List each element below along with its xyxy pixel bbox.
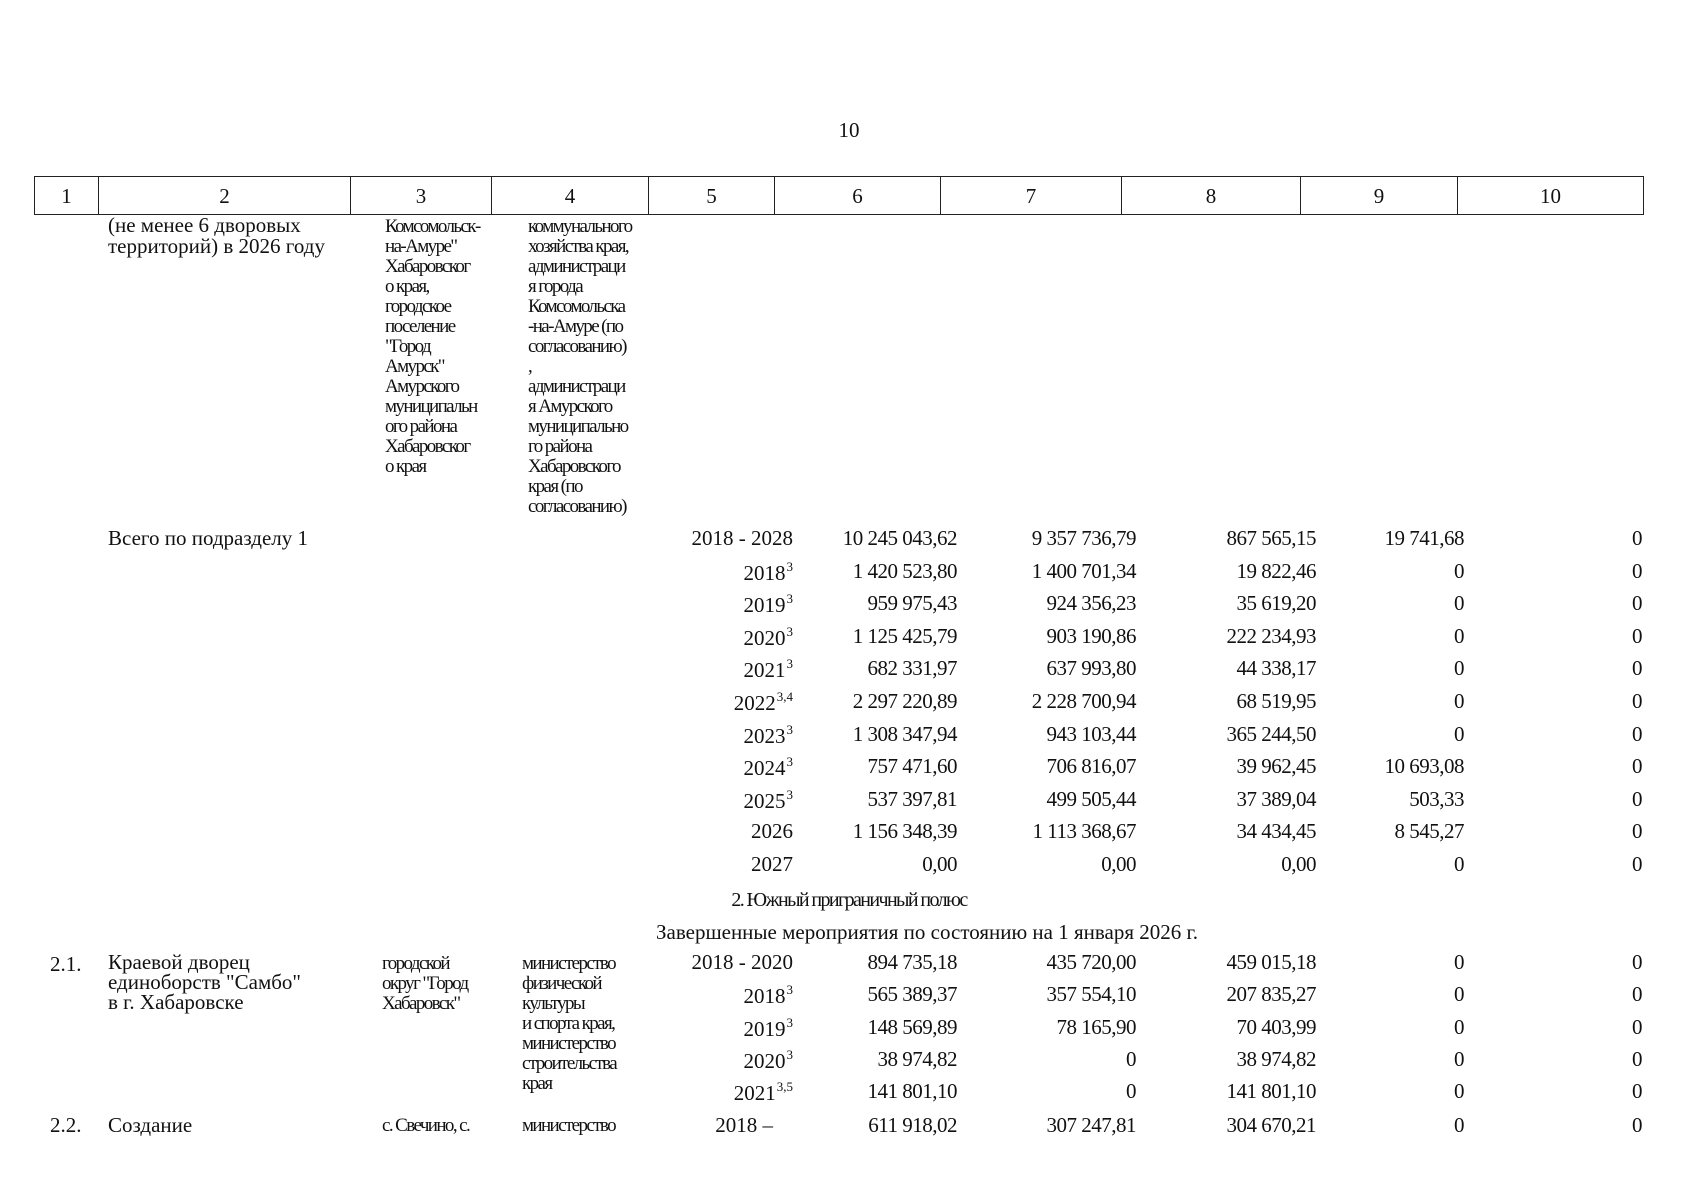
value-cell-c6 xyxy=(868,591,958,616)
value-cell-c7-text: 357 554,10 xyxy=(1046,982,1136,1007)
value-cell-c6 xyxy=(868,787,958,812)
header-col-9: 9 xyxy=(1301,177,1458,214)
value-cell-c6 xyxy=(853,624,957,649)
footnote-mark: 3 xyxy=(786,623,793,639)
page-number: 10 xyxy=(838,118,860,142)
footnote-mark: 3 xyxy=(786,591,793,607)
value-cell-c10 xyxy=(1632,982,1642,1007)
value-cell-c7 xyxy=(1047,591,1137,616)
value-cell-c9 xyxy=(1454,852,1464,877)
footnote-mark: 3 xyxy=(786,656,793,672)
year-cell xyxy=(744,787,794,814)
item-2-1-number: 2.1. xyxy=(50,952,82,976)
value-cell-c7-text: 307 247,81 xyxy=(1046,1113,1136,1137)
value-cell-c8-text: 70 403,99 xyxy=(1236,1014,1316,1039)
value-cell-c7 xyxy=(1057,1015,1137,1040)
value-cell-c7 xyxy=(1047,754,1137,779)
value-cell-c9-text: 0 xyxy=(1454,852,1464,876)
value-cell-c7 xyxy=(1047,656,1137,681)
year-cell xyxy=(744,591,794,618)
value-cell-c9 xyxy=(1454,1015,1464,1040)
value-cell-c6-text: 141 801,10 xyxy=(867,1079,957,1104)
value-cell-c6-text: 148 569,89 xyxy=(867,1014,957,1039)
value-cell-c6-text: 959 975,43 xyxy=(867,591,957,616)
value-cell-c9-text: 0 xyxy=(1454,1079,1464,1104)
value-cell-c9-text: 0 xyxy=(1454,623,1464,648)
value-cell-c9 xyxy=(1454,591,1464,616)
value-cell-c7-text: 706 816,07 xyxy=(1046,754,1136,779)
continued-name: (не менее 6 дворовых территорий) в 2026 году xyxy=(108,213,325,258)
value-cell-c7 xyxy=(1032,559,1136,584)
value-cell-c10-text: 0 xyxy=(1632,819,1642,844)
value-cell-c8 xyxy=(1281,852,1316,877)
value-cell-c9-text: 0 xyxy=(1454,558,1464,583)
value-cell-c6 xyxy=(853,722,957,747)
value-cell-c10-text: 0 xyxy=(1632,1014,1642,1039)
value-cell-c7-text: 78 165,90 xyxy=(1056,1014,1136,1039)
value-cell-c10 xyxy=(1632,819,1642,844)
value-cell-c7-text: 903 190,86 xyxy=(1046,623,1136,648)
value-cell-c7-text: 943 103,44 xyxy=(1046,721,1136,746)
year-cell-text: 2019 xyxy=(743,1016,786,1041)
value-cell-c9-text: 0 xyxy=(1454,656,1464,681)
value-cell-c8 xyxy=(1237,819,1317,844)
value-cell-c9-text: 0 xyxy=(1454,689,1464,713)
value-cell-c7-text: 0,00 xyxy=(1101,852,1136,876)
section-title: 2. Южный приграничный полюс xyxy=(731,889,967,911)
value-cell-c6-text: 894 735,18 xyxy=(867,950,957,974)
value-cell-c7-text: 0 xyxy=(1126,1046,1136,1071)
value-cell-c7-text: 637 993,80 xyxy=(1046,656,1136,681)
year-cell-text: 2021 xyxy=(733,1081,776,1106)
value-cell-c9 xyxy=(1454,1079,1464,1104)
value-cell-c10-text: 0 xyxy=(1632,623,1642,648)
header-col-10: 10 xyxy=(1540,184,1561,208)
value-cell-c6 xyxy=(868,982,958,1007)
value-cell-c7 xyxy=(1101,852,1136,877)
value-cell-c10-text: 0 xyxy=(1632,1046,1642,1071)
value-cell-c10-text: 0 xyxy=(1632,950,1642,974)
value-cell-c8 xyxy=(1227,1079,1317,1104)
value-cell-c8-text: 37 389,04 xyxy=(1236,786,1316,811)
footnote-mark: 3 xyxy=(786,786,793,802)
year-cell-text: 2018 xyxy=(743,984,786,1009)
footnote-mark: 3 xyxy=(786,754,793,770)
year-cell-text: 2019 xyxy=(743,593,786,618)
value-cell-c8 xyxy=(1227,1113,1317,1138)
value-cell-c6-text: 757 471,60 xyxy=(867,754,957,779)
value-cell-c7-text: 435 720,00 xyxy=(1046,950,1136,974)
header-col-6: 6 xyxy=(775,177,941,214)
value-cell-c6-text: 1 308 347,94 xyxy=(852,721,957,746)
year-cell-text: 2018 – xyxy=(715,1113,773,1137)
continued-responsible: коммунального хозяйства края, администраци я города Комсомольска -на-Амуре (по согласованию) , администраци я Амурского муниципально го района Хабаровского края (по согласованию) xyxy=(528,216,632,517)
value-cell-c10 xyxy=(1632,1079,1642,1104)
value-cell-c8-text: 304 670,21 xyxy=(1226,1113,1316,1137)
value-cell-c7 xyxy=(1047,787,1137,812)
value-cell-c7 xyxy=(1033,819,1136,844)
year-cell xyxy=(744,1015,794,1042)
value-cell-c8-text: 34 434,45 xyxy=(1236,819,1316,844)
value-cell-c10 xyxy=(1632,591,1642,616)
value-cell-c9-text: 0 xyxy=(1454,1046,1464,1071)
year-cell xyxy=(751,819,793,844)
year-cell xyxy=(744,982,794,1009)
header-col-4: 4 xyxy=(492,177,649,214)
value-cell-c8-text: 44 338,17 xyxy=(1236,656,1316,681)
value-cell-c10-text: 0 xyxy=(1632,689,1642,713)
header-col-7: 7 xyxy=(941,177,1122,214)
value-cell-c8-text: 0,00 xyxy=(1281,852,1316,876)
value-cell-c8-text: 867 565,15 xyxy=(1226,526,1316,550)
header-col-5: 5 xyxy=(649,177,775,214)
value-cell-c6 xyxy=(868,1015,958,1040)
value-cell-c10 xyxy=(1632,624,1642,649)
value-cell-c7 xyxy=(1047,1113,1137,1138)
value-cell-c6-text: 1 420 523,80 xyxy=(852,558,957,583)
value-cell-c6-text: 2 297 220,89 xyxy=(852,689,957,713)
value-cell-c7-text: 499 505,44 xyxy=(1046,786,1136,811)
value-cell-c10 xyxy=(1632,852,1642,877)
value-cell-c6-text: 38 974,82 xyxy=(877,1046,957,1071)
subtotal-label: Всего по подразделу 1 xyxy=(108,526,309,550)
value-cell-c10-text: 0 xyxy=(1632,591,1642,616)
year-cell xyxy=(744,624,794,651)
value-cell-c10-text: 0 xyxy=(1632,526,1642,550)
value-cell-c6-text: 682 331,97 xyxy=(867,656,957,681)
value-cell-c8 xyxy=(1237,1047,1317,1072)
value-cell-c8-text: 39 962,45 xyxy=(1236,754,1316,779)
value-cell-c10 xyxy=(1632,1047,1642,1072)
value-cell-c6 xyxy=(853,819,957,844)
value-cell-c8 xyxy=(1227,722,1317,747)
value-cell-c6 xyxy=(868,1113,957,1138)
year-cell xyxy=(734,689,793,716)
item-2-2-name: Создание xyxy=(108,1113,193,1137)
value-cell-c6-text: 10 245 043,62 xyxy=(842,526,957,550)
value-cell-c6 xyxy=(843,526,957,551)
year-cell xyxy=(692,526,794,551)
value-cell-c8 xyxy=(1237,689,1317,714)
value-cell-c10 xyxy=(1632,1113,1642,1138)
value-cell-c10-text: 0 xyxy=(1632,656,1642,681)
value-cell-c10-text: 0 xyxy=(1632,1113,1642,1137)
value-cell-c10 xyxy=(1632,950,1642,975)
value-cell-c8 xyxy=(1227,624,1317,649)
value-cell-c8 xyxy=(1227,982,1317,1007)
value-cell-c9-text: 10 693,08 xyxy=(1384,754,1464,779)
footnote-mark: 3 xyxy=(786,558,793,574)
value-cell-c8-text: 68 519,95 xyxy=(1236,689,1316,713)
value-cell-c9-text: 0 xyxy=(1454,1113,1464,1137)
item-2-2-number: 2.2. xyxy=(50,1113,82,1137)
value-cell-c8-text: 35 619,20 xyxy=(1236,591,1316,616)
item-2-2-executor: с. Свечино, с. xyxy=(382,1115,470,1136)
value-cell-c9 xyxy=(1409,787,1464,812)
year-cell-text: 2018 xyxy=(743,560,786,585)
year-cell-text: 2023 xyxy=(743,723,786,748)
value-cell-c10-text: 0 xyxy=(1632,1079,1642,1104)
value-cell-c9 xyxy=(1385,754,1465,779)
value-cell-c7-text: 1 400 701,34 xyxy=(1031,558,1136,583)
value-cell-c6-text: 565 389,37 xyxy=(867,982,957,1007)
year-cell xyxy=(692,950,794,975)
value-cell-c10 xyxy=(1632,754,1642,779)
value-cell-c6 xyxy=(868,950,958,975)
value-cell-c6 xyxy=(868,656,958,681)
value-cell-c7 xyxy=(1126,1047,1136,1072)
value-cell-c7-text: 2 228 700,94 xyxy=(1031,689,1136,713)
year-cell-text: 2025 xyxy=(743,788,786,813)
value-cell-c6 xyxy=(853,689,957,714)
value-cell-c9-text: 0 xyxy=(1454,950,1464,974)
footnote-mark: 3 xyxy=(786,721,793,737)
value-cell-c9 xyxy=(1454,1113,1464,1138)
year-cell xyxy=(744,1047,794,1074)
value-cell-c8 xyxy=(1227,526,1317,551)
value-cell-c6 xyxy=(922,852,957,877)
value-cell-c10 xyxy=(1632,787,1642,812)
value-cell-c8 xyxy=(1237,754,1317,779)
value-cell-c10 xyxy=(1632,1015,1642,1040)
year-cell-text: 2020 xyxy=(743,1048,786,1073)
value-cell-c9 xyxy=(1385,526,1465,551)
value-cell-c8 xyxy=(1237,559,1317,584)
value-cell-c8-text: 365 244,50 xyxy=(1226,721,1316,746)
value-cell-c10 xyxy=(1632,722,1642,747)
value-cell-c7 xyxy=(1047,624,1137,649)
year-cell xyxy=(744,754,794,781)
year-cell-text: 2018 - 2020 xyxy=(691,950,793,974)
value-cell-c9 xyxy=(1454,950,1464,975)
value-cell-c10-text: 0 xyxy=(1632,558,1642,583)
footnote-mark: 3,4 xyxy=(776,689,793,704)
year-cell-text: 2018 - 2028 xyxy=(691,526,793,550)
value-cell-c9 xyxy=(1454,722,1464,747)
value-cell-c7-text: 1 113 368,67 xyxy=(1032,819,1136,844)
value-cell-c9 xyxy=(1454,1047,1464,1072)
year-cell-text: 2022 xyxy=(733,691,776,715)
value-cell-c7-text: 9 357 736,79 xyxy=(1031,526,1136,550)
footnote-mark: 3 xyxy=(786,982,793,998)
value-cell-c7-text: 924 356,23 xyxy=(1046,591,1136,616)
value-cell-c8-text: 19 822,46 xyxy=(1236,558,1316,583)
value-cell-c8 xyxy=(1227,950,1317,975)
footnote-mark: 3,5 xyxy=(776,1079,793,1095)
value-cell-c9-text: 503,33 xyxy=(1409,786,1464,811)
value-cell-c6-text: 1 125 425,79 xyxy=(852,623,957,648)
value-cell-c10 xyxy=(1632,559,1642,584)
value-cell-c7 xyxy=(1047,950,1137,975)
item-2-1-executor: городской округ "Город Хабаровск" xyxy=(382,953,468,1014)
value-cell-c10 xyxy=(1632,656,1642,681)
value-cell-c7 xyxy=(1032,526,1136,551)
value-cell-c9-text: 0 xyxy=(1454,982,1464,1007)
value-cell-c8-text: 38 974,82 xyxy=(1236,1046,1316,1071)
value-cell-c6 xyxy=(868,1079,958,1104)
value-cell-c7 xyxy=(1032,689,1136,714)
year-cell xyxy=(744,656,794,683)
value-cell-c7 xyxy=(1047,722,1137,747)
value-cell-c6 xyxy=(878,1047,958,1072)
value-cell-c10 xyxy=(1632,526,1642,551)
continued-executor: Комсомольск- на-Амуре" Хабаровског о края, городское поселение "Город Амурск" Амурского муниципальн ого района Хабаровског о края xyxy=(385,216,480,477)
value-cell-c9-text: 8 545,27 xyxy=(1394,819,1464,844)
value-cell-c6-text: 537 397,81 xyxy=(867,786,957,811)
table-header-row xyxy=(34,176,1644,215)
value-cell-c8-text: 207 835,27 xyxy=(1226,982,1316,1007)
value-cell-c9-text: 0 xyxy=(1454,591,1464,616)
value-cell-c9-text: 0 xyxy=(1454,721,1464,746)
value-cell-c8 xyxy=(1237,1015,1317,1040)
value-cell-c9 xyxy=(1454,624,1464,649)
header-col-2: 2 xyxy=(99,177,351,214)
year-cell-text: 2021 xyxy=(743,658,786,683)
value-cell-c8-text: 141 801,10 xyxy=(1226,1079,1316,1104)
year-cell xyxy=(744,722,794,749)
year-cell-text: 2027 xyxy=(751,852,793,876)
value-cell-c10-text: 0 xyxy=(1632,721,1642,746)
value-cell-c6 xyxy=(868,754,958,779)
year-cell xyxy=(715,1113,773,1138)
value-cell-c9 xyxy=(1454,689,1464,714)
header-col-3: 3 xyxy=(351,177,492,214)
value-cell-c7-text: 0 xyxy=(1126,1079,1136,1104)
value-cell-c10-text: 0 xyxy=(1632,982,1642,1007)
value-cell-c6 xyxy=(853,559,957,584)
footnote-mark: 3 xyxy=(786,1014,793,1030)
value-cell-c8 xyxy=(1237,787,1317,812)
value-cell-c8 xyxy=(1237,656,1317,681)
value-cell-c10-text: 0 xyxy=(1632,852,1642,876)
value-cell-c6-text: 0,00 xyxy=(922,852,957,876)
header-col-1: 1 xyxy=(35,177,99,214)
value-cell-c8 xyxy=(1237,591,1317,616)
value-cell-c6-text: 611 918,02 xyxy=(868,1113,957,1137)
item-2-2-responsible: министерство xyxy=(522,1115,616,1136)
item-2-1-responsible: министерство физической культуры и спорта края, министерство строительства края xyxy=(522,953,617,1094)
year-cell xyxy=(751,852,793,877)
value-cell-c8-text: 459 015,18 xyxy=(1226,950,1316,974)
year-cell xyxy=(734,1079,793,1106)
item-2-1-name: Краевой дворец единоборств "Самбо" в г. Хабаровске xyxy=(108,950,301,1014)
year-cell-text: 2024 xyxy=(743,756,786,781)
value-cell-c9-text: 19 741,68 xyxy=(1384,526,1464,550)
year-cell xyxy=(744,559,794,586)
value-cell-c6-text: 1 156 348,39 xyxy=(852,819,957,844)
header-col-8: 8 xyxy=(1122,177,1301,214)
value-cell-c10-text: 0 xyxy=(1632,786,1642,811)
value-cell-c9 xyxy=(1395,819,1465,844)
value-cell-c10-text: 0 xyxy=(1632,754,1642,779)
value-cell-c9 xyxy=(1454,982,1464,1007)
year-cell-text: 2026 xyxy=(751,819,793,844)
value-cell-c7 xyxy=(1126,1079,1136,1104)
value-cell-c8-text: 222 234,93 xyxy=(1226,623,1316,648)
value-cell-c9 xyxy=(1454,656,1464,681)
year-cell-text: 2020 xyxy=(743,625,786,650)
section-subtitle: Завершенные мероприятия по состоянию на 1 января 2026 г. xyxy=(656,920,1198,944)
footnote-mark: 3 xyxy=(786,1046,793,1062)
value-cell-c10 xyxy=(1632,689,1642,714)
value-cell-c7 xyxy=(1047,982,1137,1007)
value-cell-c9 xyxy=(1454,559,1464,584)
value-cell-c9-text: 0 xyxy=(1454,1014,1464,1039)
